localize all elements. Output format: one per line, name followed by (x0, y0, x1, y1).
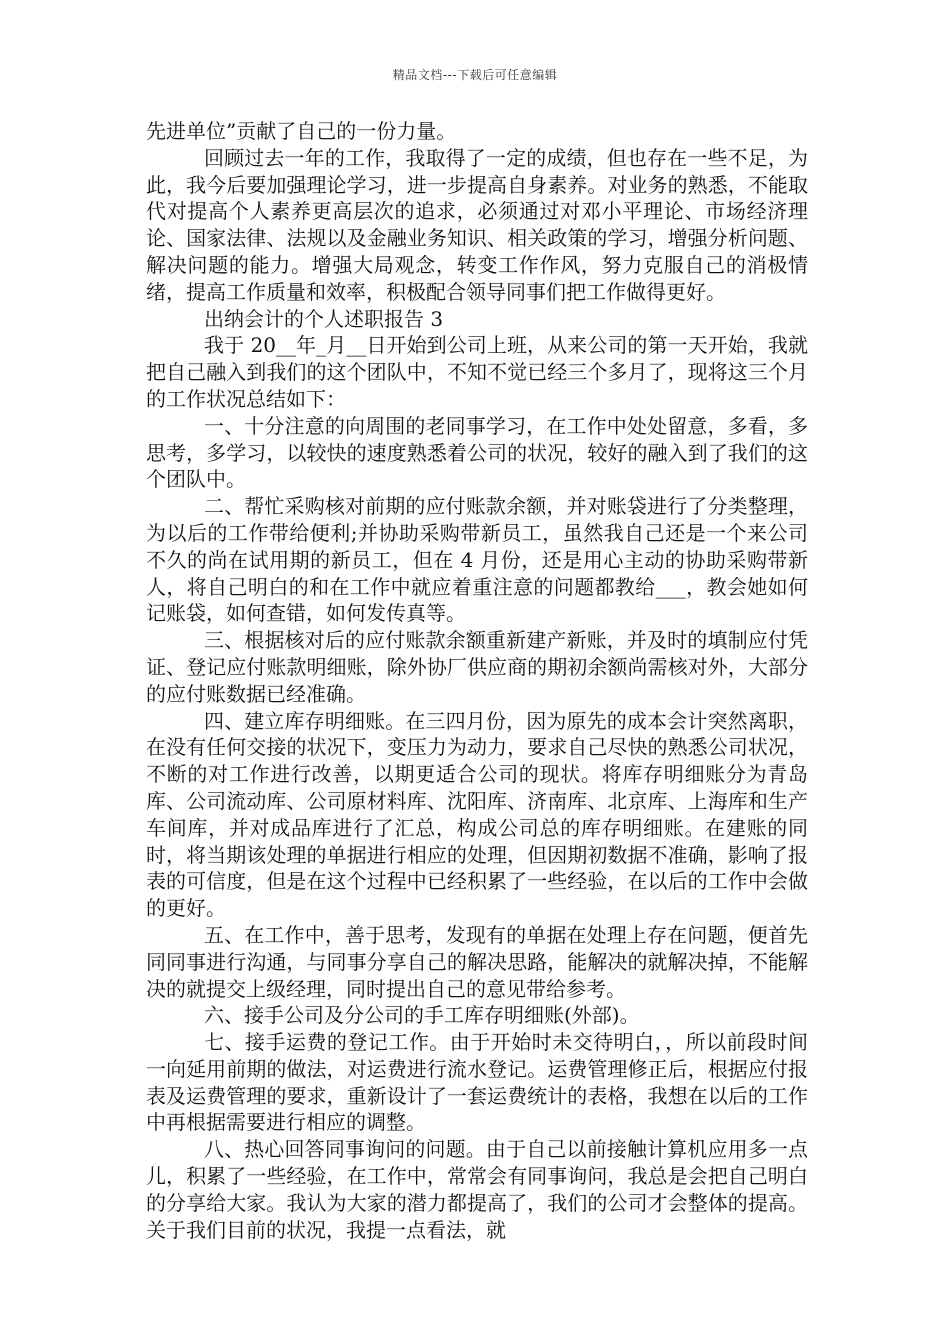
paragraph-item-1: 一、十分注意的向周围的老同事学习，在工作中处处留意，多看，多思考，多学习，以较快的速度熟悉着公司的状况，较好的融入到了我们的这个团队中。 (146, 413, 808, 492)
paragraph-intro: 我于 20__年_月__日开始到公司上班，从来公司的第一天开始，我就把自己融入到我们的这个团队中，不知不觉已经三个多月了，现将这三个月的工作状况总结如下： (146, 333, 808, 411)
paragraph-item-4: 四、建立库存明细账。在三四月份，因为原先的成本会计突然离职，在没有任何交接的状况下，变压力为动力，要求自己尽快的熟悉公司状况，不断的对工作进行改善，以期更适合公司的现状。将库存明细账分为青岛库、公司流动库、公司原材料库、沈阳库、济南库、北京库、上海库和生产车间库，并对成品库进行了汇总，构成公司总的库存明细账。在建账的同时，将当期该处理的单据进行相应的处理，但因期初数据不准确，影响了报表的可信度，但是在这个过程中已经积累了一些经验，在以后的工作中会做的更好。 (146, 708, 808, 921)
page-header-note: 精品文档---下载后可任意编辑 (392, 68, 558, 82)
paragraph-continuation: 先进单位”贡献了自己的一份力量。 (146, 119, 457, 143)
paragraph-item-5: 五、在工作中，善于思考，发现有的单据在处理上存在问题，便首先同同事进行沟通，与同事分享自己的解决思路，能解决的就解决掉，不能解决的就提交上级经理，同时提出自己的意见带给参考。 (146, 922, 808, 1001)
paragraph-review: 回顾过去一年的工作，我取得了一定的成绩，但也存在一些不足，为此，我今后要加强理论学习，进一步提高自身素养。对业务的熟悉，不能取代对提高个人素养更高层次的追求，必须通过对邓小平理论、市场经济理论、国家法律、法规以及金融业务知识、相关政策的学习，增强分析问题、解决问题的能力。增强大局观念，转变工作作风，努力克服自己的消极情绪，提高工作质量和效率，积极配合领导同事们把工作做得更好。 (146, 145, 808, 304)
paragraph-item-3: 三、根据核对后的应付账款余额重新建产新账，并及时的填制应付凭证、登记应付账款明细账，除外协厂供应商的期初余额尚需核对外，大部分的应付账数据已经准确。 (146, 628, 808, 706)
section-title: 出纳会计的个人述职报告 3 (204, 306, 444, 331)
paragraph-item-7: 七、接手运费的登记工作。由于开始时未交待明白，，所以前段时间一向延用前期的做法，对运费进行流水登记。运费管理修正后，根据应付报表及运费管理的要求，重新设计了一套运费统计的表格，我想在以后的工作中再根据需要进行相应的调整。 (146, 1030, 808, 1135)
paragraph-item-6: 六、接手公司及分公司的手工库存明细账(外部)。 (204, 1003, 640, 1028)
paragraph-item-2: 二、帮忙采购核对前期的应付账款余额，并对账袋进行了分类整理，为以后的工作带给便利;并协助采购带新员工，虽然我自己还是一个来公司不久的尚在试用期的新员工，但在 4 月份，还是用心主动的协助采购带新人，将自己明白的和在工作中就应着重注意的问题都教给___，教会她如何记账袋，如何查错，如何发传真等。 (146, 494, 808, 626)
paragraph-item-8: 八、热心回答同事询问的问题。由于自己以前接触计算机应用多一点儿，积累了一些经验，在工作中，常常会有同事询问，我总是会把自己明白的分享给大家。我认为大家的潜力都提高了，我们的公司才会整体的提高。关于我们目前的状况，我提一点看法，就 (146, 1137, 808, 1242)
document-body (146, 118, 808, 1243)
